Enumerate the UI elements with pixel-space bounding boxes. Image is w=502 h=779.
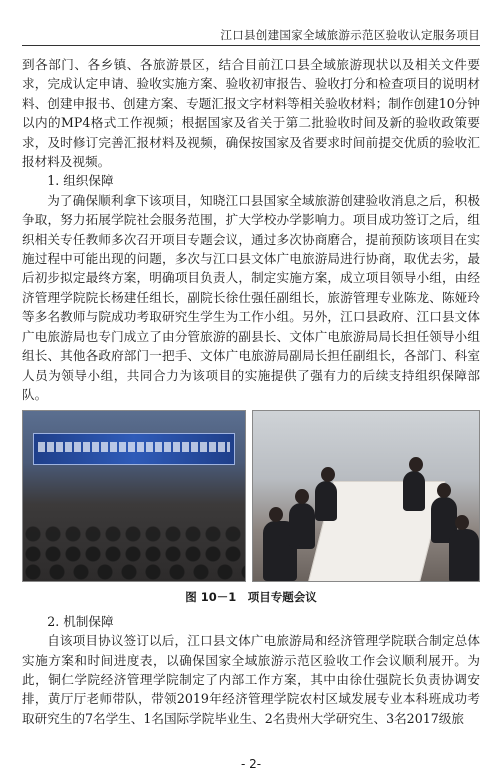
attendee: [289, 503, 315, 549]
meeting-banner: [33, 433, 235, 465]
figure-photos: [22, 410, 480, 582]
page-header: [0, 0, 502, 48]
page-body: [22, 55, 480, 728]
paragraph-intro: 到各部门、各乡镇、各旅游景区，结合目前江口县全域旅游现状以及相关文件要求，完成认定申请、验收实施方案、验收初审报告、验收打分和检查项目的说明材料、创建申报书、创建方案、专题汇报文字材料等相关验收材料；制作创建10分钟以内的MP4格式工作视频；根据国家及省关于第二批验收时间及新的验收政策要求，及时修订完善汇报材料及视频，确保按国家及省要求时间前提交优质的验收汇报材料及视频。: [22, 57, 480, 170]
audience-row: [23, 561, 245, 582]
meeting-room-photo: [252, 410, 480, 582]
running-title: 江口县创建国家全域旅游示范区验收认定服务项目: [220, 28, 480, 42]
paragraph-mechanism: 自该项目协议签订以后，江口县文体广电旅游局和经济管理学院联合制定总体实施方案和时间进度表，以确保国家全域旅游示范区验收工作会议顺利展开。为此，铜仁学院经济管理学院制定了内部工作方案，其中由徐仕强院长负责协调安排，黄厅厅老师带队，带领2019年经济管理学院农村区域发展专业本科班成功考取研究生的7名学生、1名国际学院毕业生、2名贵州大学研究生、3名2017级旅: [22, 633, 480, 726]
audience-row: [23, 523, 245, 545]
section-heading-organization: 1. 组织保障: [47, 173, 114, 189]
page-number: - 2-: [240, 757, 262, 771]
figure-caption: 图 10－1 项目专题会议: [185, 590, 317, 605]
attendee: [449, 529, 479, 582]
attendee: [403, 471, 425, 511]
header-rule: [22, 45, 480, 46]
section-heading-mechanism: 2. 机制保障: [47, 613, 114, 629]
meeting-hall-photo: [22, 410, 246, 582]
paragraph-organization: 为了确保顺利拿下该项目，知晓江口县国家全域旅游创建验收消息之后，积极争取，努力拓展学院社会服务范围，扩大学校办学影响力。项目成功签订之后，组织相关专任教师多次召开项目专题会议，通过多次协商磨合，提前预防该项目在实施过程中可能出现的问题，多次与江口县文体广电旅游局进行协商，取优去劣，最后初步拟定最终方案，明确项目负责人，制定实施方案，成立项目领导小组，由经济管理学院院长杨建任组长，副院长徐仕强任副组长，旅游管理专业陈龙、陈娅玲等多名教师与院成功考取研究生学生为工作小组。另外，江口县政府、江口县文体广电旅游局也专门成立了由分管旅游的副县长、文体广电旅游局局长担任领导小组组长、其他各政府部门一把手、文体广电旅游局副局长担任副组长，各部门、科室人员为领导小组，共同合力为该项目的实施提供了强有力的后续支持组织保障部队。: [22, 192, 480, 402]
attendee: [315, 481, 337, 521]
banner-lettering: [38, 442, 230, 452]
